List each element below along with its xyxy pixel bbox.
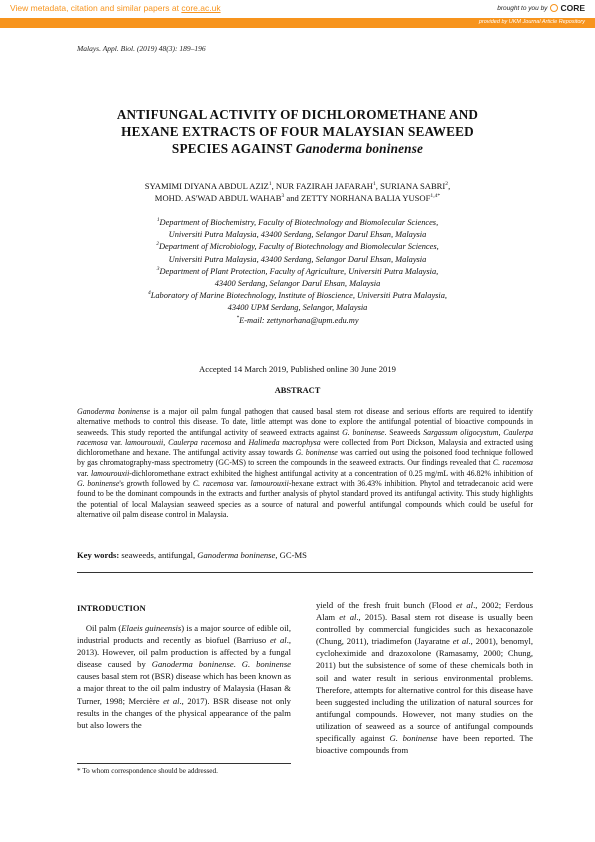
abstract-italic: Caulerpa racemosa bbox=[168, 437, 232, 447]
author-name: MOHD. AS'WAD ABDUL WAHAB bbox=[154, 193, 282, 203]
author-sup: 1 bbox=[268, 181, 272, 188]
author-separator: , bbox=[448, 181, 451, 191]
intro-italic: et al bbox=[456, 600, 474, 610]
abstract-italic: Ganoderma boninense bbox=[77, 407, 150, 416]
corresponding-email bbox=[60, 315, 535, 327]
abstract-italic: G. boninense bbox=[77, 479, 120, 489]
affiliation-sup: 3 bbox=[156, 266, 160, 273]
intro-italic: G. boninense bbox=[389, 733, 438, 744]
abstract-span: var. bbox=[233, 479, 251, 489]
abstract-italic: Halimeda macrophysa bbox=[248, 437, 321, 447]
introduction-heading: INTRODUCTION bbox=[77, 603, 146, 613]
title-species: Ganoderma boninense bbox=[295, 141, 424, 156]
intro-italic: Elaeis guineensis bbox=[121, 623, 182, 633]
email-sup: * bbox=[236, 314, 240, 321]
intro-span: yield of the fresh fruit bunch (Flood bbox=[316, 600, 456, 610]
author-sup: 1 bbox=[373, 181, 376, 188]
core-logo[interactable] bbox=[550, 3, 585, 13]
abstract-heading: ABSTRACT bbox=[274, 386, 321, 395]
intro-span: ., 2017). BSR disease not only results in the changes of the physical appearance of the palm but also lowers the bbox=[77, 695, 291, 730]
abstract-italic: G. boninense bbox=[342, 427, 385, 437]
abstract-span: and bbox=[231, 437, 249, 447]
intro-italic: Ganoderma boninense bbox=[151, 659, 234, 670]
author-name: SYAMIMI DIYANA ABDUL AZIZ bbox=[144, 181, 269, 191]
affiliation-line: Department of Biochemistry, Faculty of Biotechnology and Biomolecular Sciences, bbox=[159, 218, 439, 227]
abstract-italic: lamourouxii bbox=[250, 479, 289, 489]
intro-italic: et al bbox=[269, 635, 287, 646]
affiliation-4 bbox=[60, 290, 535, 314]
abstract-italic: C. racemosa bbox=[492, 458, 534, 468]
abstract-span: is a major oil palm fungal pathogen that caused basal stem rot disease and serious efforts are required to identify alternative methods to control this disease. To date, little attempt was done to explore the antifungal potential of bioactive compounds in seaweeds. This study reported the antifungal activity of seaweed extracts against bbox=[77, 407, 534, 437]
abstract-italic: C. racemosa bbox=[192, 479, 234, 489]
author-name: , NUR FAZIRAH JAFARAH bbox=[271, 181, 373, 191]
affiliation-line: Universiti Putra Malaysia, 43400 Serdang, Selangor Darul Ehsan, Malaysia bbox=[168, 230, 427, 240]
paper-title bbox=[60, 106, 535, 157]
journal-reference: Malays. Appl. Biol. (2019) 48(3): 189–196 bbox=[77, 44, 206, 53]
abstract-span: were collected from Port Dickson, Malaysia and extracted using dichloromethane and hexane. The antifungal activity assay towards bbox=[77, 437, 534, 458]
intro-span: ., 2015). Basal stem rot disease is usually been controlled by commercial fungicides such as hexaconazole (Chung, 2011), triadimefon (Jayaratne bbox=[316, 612, 533, 647]
affiliation-1 bbox=[60, 217, 535, 241]
core-link-anchor[interactable]: core.ac.uk bbox=[181, 3, 221, 13]
accepted-date: Accepted 14 March 2019, Published online 30 June 2019 bbox=[199, 364, 396, 374]
affiliation-sup: 1 bbox=[156, 217, 160, 224]
intro-span: Oil palm ( bbox=[85, 623, 122, 633]
author-line-1 bbox=[60, 180, 535, 192]
abstract-span: . Seaweeds bbox=[384, 427, 424, 437]
affiliation-line: Department of Microbiology, Faculty of Biotechnology and Biomolecular Sciences, bbox=[159, 242, 439, 252]
core-metadata-link[interactable] bbox=[10, 3, 221, 13]
abstract-italic: Sargassum oligocystum bbox=[423, 427, 499, 437]
affiliation-line: 43400 UPM Serdang, Selangor, Malaysia bbox=[227, 303, 368, 313]
affiliation-line: Department of Plant Protection, Faculty of Agriculture, Universiti Putra Malaysia, bbox=[159, 266, 439, 276]
abstract-italic: Caulerpa racemosa bbox=[77, 427, 534, 447]
abstract-italic: lamourouxii bbox=[91, 468, 130, 478]
intro-span: have been reported. The bioactive compounds from bbox=[316, 733, 533, 756]
brought-by-text: brought to you by bbox=[497, 4, 548, 12]
title-line-1: ANTIFUNGAL ACTIVITY OF DICHLOROMETHANE AND bbox=[116, 107, 479, 122]
intro-span: causes basal stem rot (BSR) disease which has been known as a major threat to the oil palm industry of Malaysia (Hasan & Turner, 1998; Mercière bbox=[77, 671, 291, 706]
affiliation-sup: 2 bbox=[156, 241, 159, 248]
abstract-span: , bbox=[498, 427, 504, 437]
author-line-2 bbox=[60, 192, 535, 204]
intro-span: ., 2001), benomyl, cycloheximide and drazoxolone (Ramasamy, 2000; Chung, 2011) but the subsistence of some of these chemicals both in soil and water result in serious environmental problems. Therefore, attempts for alternative control for this disease have been suggested including the utilization of natural sources for antifungal compounds. However, not many studies on the utilization of seaweed as a source of antifungal compounds specifically against bbox=[316, 636, 533, 744]
abstract-text bbox=[77, 407, 533, 520]
affiliation-2 bbox=[60, 241, 535, 265]
intro-italic: et al bbox=[163, 695, 180, 706]
abstract-span: , bbox=[163, 437, 169, 447]
intro-span: ., 2013). However, oil palm production is affected by a fungal disease caused by bbox=[77, 635, 291, 670]
intro-italic: et al bbox=[339, 612, 357, 623]
keywords bbox=[77, 550, 533, 560]
introduction-left-column bbox=[77, 622, 291, 731]
title-line-2: HEXANE EXTRACTS OF FOUR MALAYSIAN SEAWEED bbox=[121, 124, 474, 139]
core-logo-icon bbox=[550, 4, 558, 12]
keywords-italic: Ganoderma boninense bbox=[197, 550, 276, 560]
email-text: E-mail: zettynorhana@upm.edu.my bbox=[239, 315, 359, 325]
keywords-label: Key words: bbox=[77, 550, 122, 560]
keywords-span: seaweeds, antifungal, bbox=[121, 550, 198, 560]
core-banner bbox=[0, 0, 595, 28]
intro-span: . bbox=[233, 659, 242, 670]
intro-italic: G. boninense bbox=[241, 659, 291, 670]
abstract-span: var. bbox=[77, 468, 91, 478]
affiliation-sup: 4 bbox=[147, 290, 151, 297]
core-brought-by[interactable] bbox=[497, 3, 585, 13]
introduction-right-column bbox=[316, 599, 533, 756]
abstract-span: was carried out using the poisoned food technique followed by gas chromatography-mass spectrometry (GC-MS) to screen the compounds in the seaweed extracts. Our findings revealed that bbox=[77, 448, 533, 468]
author-name: , SURIANA SABRI bbox=[375, 181, 446, 191]
footnote-divider bbox=[77, 763, 291, 764]
abstract-italic: lamourouxii bbox=[124, 437, 164, 447]
abstract-italic: G. boninense bbox=[295, 448, 338, 458]
core-provided-by: provided by UKM Journal Article Repository bbox=[478, 19, 585, 25]
abstract-span: var. bbox=[107, 437, 125, 447]
author-list bbox=[60, 180, 535, 204]
author-name: and ZETTY NORHANA BALIA YUSOF bbox=[284, 193, 431, 203]
affiliation-line: Laboratory of Marine Biotechnology, Institute of Bioscience, Universiti Putra Malaysia, bbox=[150, 291, 448, 301]
affiliation-3 bbox=[60, 266, 535, 290]
intro-span: ., 2002; Ferdous Alam bbox=[316, 600, 533, 623]
title-line-3 bbox=[60, 140, 535, 157]
abstract-span: -dichloromethane extract exhibited the highest antifungal activity at a concentration of 0.25 mg/mL with 46.82% inhibition of bbox=[129, 468, 533, 478]
author-sup: 1,4* bbox=[430, 193, 441, 200]
affiliation-line: 43400 Serdang, Selangor Darul Ehsan, Malaysia bbox=[214, 279, 381, 289]
abstract-span: -hexane extract with 36.43% inhibition. Phytol and tetradecanoic acid were found to be the dominant compounds in the extracts and further analysis of phytol standard proved its antifungal activity. This study highlights the potential of local Malaysian seaweed species as a source of natural and powerful antifungal compounds which could be useful for alternative oil palm disease control in Malaysia. bbox=[77, 479, 533, 519]
intro-italic: et al bbox=[452, 636, 469, 647]
keywords-span: , GC-MS bbox=[275, 550, 307, 560]
affiliations bbox=[60, 217, 535, 327]
affiliation-line: Universiti Putra Malaysia, 43400 Serdang, Selangor Darul Ehsan, Malaysia bbox=[168, 254, 427, 264]
correspondence-footnote: * To whom correspondence should be addressed. bbox=[77, 767, 218, 775]
author-sup: 2 bbox=[445, 181, 449, 188]
section-divider bbox=[77, 572, 533, 573]
abstract-span: 's growth followed by bbox=[119, 479, 193, 489]
intro-span: ) is a major source of edible oil, industrial products and recently as biofuel (Barriuso bbox=[77, 623, 292, 646]
core-logo-text: CORE bbox=[560, 3, 585, 13]
core-link-prefix: View metadata, citation and similar papers at bbox=[10, 3, 182, 13]
title-line-3-text: SPECIES AGAINST bbox=[171, 141, 296, 156]
author-sup: 3 bbox=[281, 193, 285, 200]
